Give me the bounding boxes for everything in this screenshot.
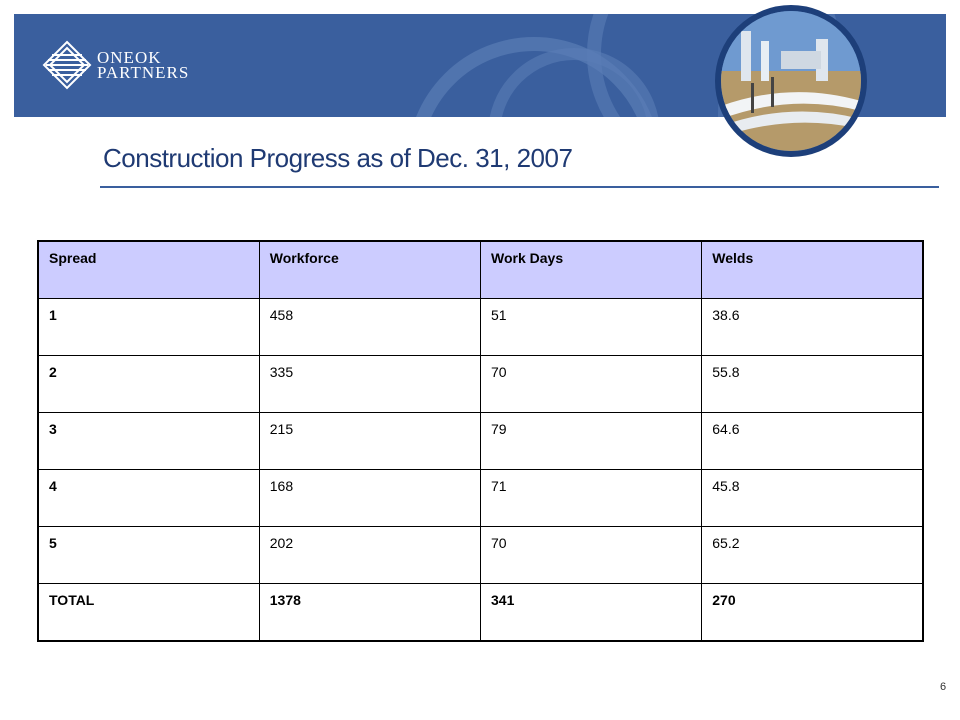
- cell-workforce: 168: [259, 470, 480, 527]
- cell-spread: 1: [38, 299, 259, 356]
- construction-progress-table: [37, 240, 924, 642]
- total-welds: 270: [702, 584, 923, 642]
- page-number: 6: [940, 681, 947, 693]
- company-logo: [42, 40, 192, 96]
- cell-workforce: 458: [259, 299, 480, 356]
- pipeline-photo: [715, 5, 867, 157]
- header-workforce: Workforce: [259, 241, 480, 299]
- cell-welds: 65.2: [702, 527, 923, 584]
- header-welds: Welds: [702, 241, 923, 299]
- total-workforce: 1378: [259, 584, 480, 642]
- header-work-days: Work Days: [481, 241, 702, 299]
- table-row: [38, 470, 923, 527]
- pipeline-photo-icon: [721, 11, 861, 151]
- cell-spread: 5: [38, 527, 259, 584]
- table-total-row: [38, 584, 923, 642]
- table-row: [38, 356, 923, 413]
- total-work-days: 341: [481, 584, 702, 642]
- table-header-row: [38, 241, 923, 299]
- title-underline: [100, 186, 939, 188]
- table-row: [38, 413, 923, 470]
- cell-workforce: 202: [259, 527, 480, 584]
- table-row: [38, 299, 923, 356]
- page-title: Construction Progress as of Dec. 31, 2007: [103, 143, 573, 173]
- cell-welds: 55.8: [702, 356, 923, 413]
- logo-line-2: PARTNERS: [97, 63, 190, 82]
- logo-mark-icon: [42, 40, 92, 90]
- cell-workforce: 335: [259, 356, 480, 413]
- cell-work-days: 70: [481, 527, 702, 584]
- logo-line-1: ONEOK: [97, 48, 162, 67]
- cell-work-days: 70: [481, 356, 702, 413]
- cell-spread: 2: [38, 356, 259, 413]
- cell-work-days: 51: [481, 299, 702, 356]
- cell-spread: 3: [38, 413, 259, 470]
- cell-welds: 45.8: [702, 470, 923, 527]
- table-row: [38, 527, 923, 584]
- cell-welds: 64.6: [702, 413, 923, 470]
- cell-welds: 38.6: [702, 299, 923, 356]
- total-label: TOTAL: [38, 584, 259, 642]
- cell-work-days: 71: [481, 470, 702, 527]
- cell-spread: 4: [38, 470, 259, 527]
- header-spread: Spread: [38, 241, 259, 299]
- cell-work-days: 79: [481, 413, 702, 470]
- cell-workforce: 215: [259, 413, 480, 470]
